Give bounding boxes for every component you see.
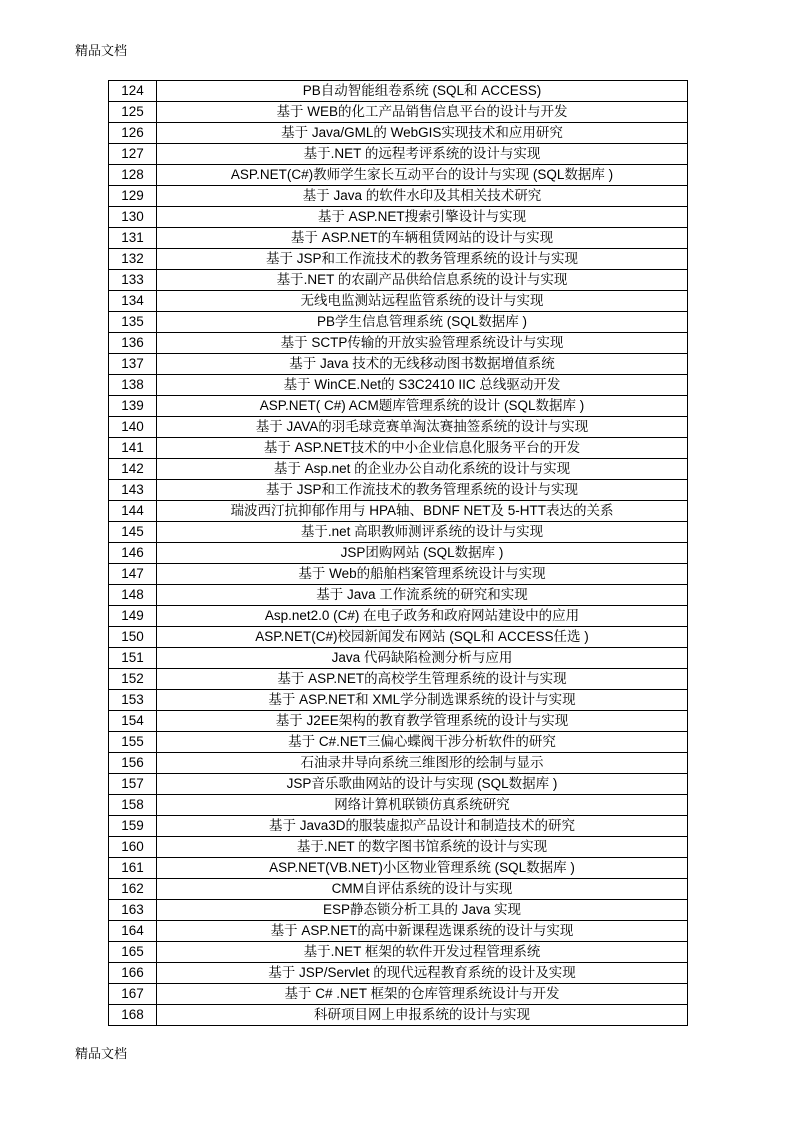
table-row <box>109 732 688 753</box>
row-number: 155 <box>109 732 157 753</box>
page-header-label: 精品文档 <box>75 43 128 58</box>
table-row <box>109 942 688 963</box>
row-title: 基于.NET 的农副产品供给信息系统的设计与实现 <box>157 270 688 291</box>
row-number: 138 <box>109 375 157 396</box>
row-number: 162 <box>109 879 157 900</box>
table-row <box>109 837 688 858</box>
table-row <box>109 522 688 543</box>
row-number: 151 <box>109 648 157 669</box>
table-row <box>109 669 688 690</box>
row-title: 石油录井导向系统三维图形的绘制与显示 <box>157 753 688 774</box>
table-row <box>109 921 688 942</box>
row-number: 128 <box>109 165 157 186</box>
row-title: 基于 SCTP传输的开放实验管理系统设计与实现 <box>157 333 688 354</box>
row-title: 基于 WinCE.Net的 S3C2410 IIC 总线驱动开发 <box>157 375 688 396</box>
table-row <box>109 207 688 228</box>
row-title: ASP.NET(C#)校园新闻发布网站 (SQL和 ACCESS任选 ) <box>157 627 688 648</box>
row-number: 150 <box>109 627 157 648</box>
table-row <box>109 312 688 333</box>
row-title: 基于.NET 框架的软件开发过程管理系统 <box>157 942 688 963</box>
row-title: ASP.NET(C#)教师学生家长互动平台的设计与实现 (SQL数据库 ) <box>157 165 688 186</box>
row-title: 基于 ASP.NET搜索引擎设计与实现 <box>157 207 688 228</box>
row-number: 133 <box>109 270 157 291</box>
row-title: 基于 WEB的化工产品销售信息平台的设计与开发 <box>157 102 688 123</box>
row-number: 163 <box>109 900 157 921</box>
row-title: 基于 ASP.NET技术的中小企业信息化服务平台的开发 <box>157 438 688 459</box>
row-title: 基于 JSP和工作流技术的教务管理系统的设计与实现 <box>157 480 688 501</box>
row-number: 129 <box>109 186 157 207</box>
table-row <box>109 1005 688 1026</box>
row-number: 157 <box>109 774 157 795</box>
row-number: 125 <box>109 102 157 123</box>
table-row <box>109 123 688 144</box>
row-number: 124 <box>109 81 157 102</box>
row-title: 基于 ASP.NET的高校学生管理系统的设计与实现 <box>157 669 688 690</box>
table-row <box>109 102 688 123</box>
row-title: 基于 C#.NET三偏心蝶阀干涉分析软件的研究 <box>157 732 688 753</box>
row-number: 127 <box>109 144 157 165</box>
row-title: 基于 Java 工作流系统的研究和实现 <box>157 585 688 606</box>
row-number: 148 <box>109 585 157 606</box>
row-number: 144 <box>109 501 157 522</box>
table-row <box>109 375 688 396</box>
row-title: 基于 C# .NET 框架的仓库管理系统设计与开发 <box>157 984 688 1005</box>
table-row <box>109 480 688 501</box>
table-row <box>109 165 688 186</box>
table-row <box>109 690 688 711</box>
table-row <box>109 396 688 417</box>
table-row <box>109 753 688 774</box>
table-row <box>109 543 688 564</box>
row-number: 168 <box>109 1005 157 1026</box>
row-number: 146 <box>109 543 157 564</box>
row-number: 132 <box>109 249 157 270</box>
row-number: 149 <box>109 606 157 627</box>
row-number: 153 <box>109 690 157 711</box>
row-number: 159 <box>109 816 157 837</box>
topic-table <box>108 80 688 1026</box>
row-number: 143 <box>109 480 157 501</box>
table-row <box>109 795 688 816</box>
row-number: 167 <box>109 984 157 1005</box>
table-row <box>109 333 688 354</box>
row-number: 145 <box>109 522 157 543</box>
row-title: CMM自评估系统的设计与实现 <box>157 879 688 900</box>
table-row <box>109 879 688 900</box>
row-title: ASP.NET( C#) ACM题库管理系统的设计 (SQL数据库 ) <box>157 396 688 417</box>
row-number: 152 <box>109 669 157 690</box>
table-row <box>109 417 688 438</box>
row-title: PB学生信息管理系统 (SQL数据库 ) <box>157 312 688 333</box>
row-title: 瑞波西汀抗抑郁作用与 HPA轴、BDNF NET及 5-HTT表达的关系 <box>157 501 688 522</box>
table-row <box>109 501 688 522</box>
row-title: 基于 Java 技术的无线移动图书数据增值系统 <box>157 354 688 375</box>
table-row <box>109 984 688 1005</box>
table-row <box>109 144 688 165</box>
row-title: 基于 Web的船舶档案管理系统设计与实现 <box>157 564 688 585</box>
table-row <box>109 291 688 312</box>
row-number: 141 <box>109 438 157 459</box>
table-row <box>109 963 688 984</box>
row-number: 137 <box>109 354 157 375</box>
row-number: 164 <box>109 921 157 942</box>
page-footer-label: 精品文档 <box>75 1046 128 1061</box>
row-title: 基于 JSP/Servlet 的现代远程教育系统的设计及实现 <box>157 963 688 984</box>
table-row <box>109 648 688 669</box>
table-row <box>109 711 688 732</box>
row-title: 科研项目网上申报系统的设计与实现 <box>157 1005 688 1026</box>
row-title: JSP音乐歌曲网站的设计与实现 (SQL数据库 ) <box>157 774 688 795</box>
row-number: 158 <box>109 795 157 816</box>
row-title: ASP.NET(VB.NET)小区物业管理系统 (SQL数据库 ) <box>157 858 688 879</box>
table-row <box>109 186 688 207</box>
row-title: 基于 Java3D的服装虚拟产品设计和制造技术的研究 <box>157 816 688 837</box>
topic-table-body <box>109 81 688 1026</box>
row-title: ESP静态锁分析工具的 Java 实现 <box>157 900 688 921</box>
row-number: 147 <box>109 564 157 585</box>
table-row <box>109 627 688 648</box>
row-title: 基于 JAVA的羽毛球竞赛单淘汰赛抽签系统的设计与实现 <box>157 417 688 438</box>
row-title: 基于.NET 的远程考评系统的设计与实现 <box>157 144 688 165</box>
row-number: 161 <box>109 858 157 879</box>
row-number: 130 <box>109 207 157 228</box>
row-number: 154 <box>109 711 157 732</box>
row-title: 无线电监测站远程监管系统的设计与实现 <box>157 291 688 312</box>
row-number: 156 <box>109 753 157 774</box>
row-title: PB自动智能组卷系统 (SQL和 ACCESS) <box>157 81 688 102</box>
row-title: 基于 ASP.NET的车辆租赁网站的设计与实现 <box>157 228 688 249</box>
row-title: 基于 Asp.net 的企业办公自动化系统的设计与实现 <box>157 459 688 480</box>
row-title: 基于 J2EE架构的教育教学管理系统的设计与实现 <box>157 711 688 732</box>
row-title: 网络计算机联锁仿真系统研究 <box>157 795 688 816</box>
row-title: Java 代码缺陷检测分析与应用 <box>157 648 688 669</box>
table-row <box>109 228 688 249</box>
table-row <box>109 81 688 102</box>
row-number: 136 <box>109 333 157 354</box>
table-row <box>109 606 688 627</box>
table-row <box>109 774 688 795</box>
table-row <box>109 438 688 459</box>
row-title: Asp.net2.0 (C#) 在电子政务和政府网站建设中的应用 <box>157 606 688 627</box>
row-title: 基于 JSP和工作流技术的教务管理系统的设计与实现 <box>157 249 688 270</box>
table-row <box>109 900 688 921</box>
row-title: 基于.NET 的数字图书馆系统的设计与实现 <box>157 837 688 858</box>
row-number: 140 <box>109 417 157 438</box>
row-title: 基于 ASP.NET和 XML学分制选课系统的设计与实现 <box>157 690 688 711</box>
row-number: 166 <box>109 963 157 984</box>
row-title: 基于 ASP.NET的高中新课程选课系统的设计与实现 <box>157 921 688 942</box>
row-number: 165 <box>109 942 157 963</box>
table-row <box>109 564 688 585</box>
row-number: 160 <box>109 837 157 858</box>
row-title: JSP团购网站 (SQL数据库 ) <box>157 543 688 564</box>
row-title: 基于 Java 的软件水印及其相关技术研究 <box>157 186 688 207</box>
table-row <box>109 249 688 270</box>
row-number: 139 <box>109 396 157 417</box>
table-row <box>109 270 688 291</box>
table-row <box>109 459 688 480</box>
table-row <box>109 858 688 879</box>
table-row <box>109 585 688 606</box>
row-title: 基于 Java/GML的 WebGIS实现技术和应用研究 <box>157 123 688 144</box>
row-title: 基于.net 高职教师测评系统的设计与实现 <box>157 522 688 543</box>
table-row <box>109 354 688 375</box>
row-number: 135 <box>109 312 157 333</box>
row-number: 126 <box>109 123 157 144</box>
table-row <box>109 816 688 837</box>
row-number: 131 <box>109 228 157 249</box>
row-number: 134 <box>109 291 157 312</box>
row-number: 142 <box>109 459 157 480</box>
